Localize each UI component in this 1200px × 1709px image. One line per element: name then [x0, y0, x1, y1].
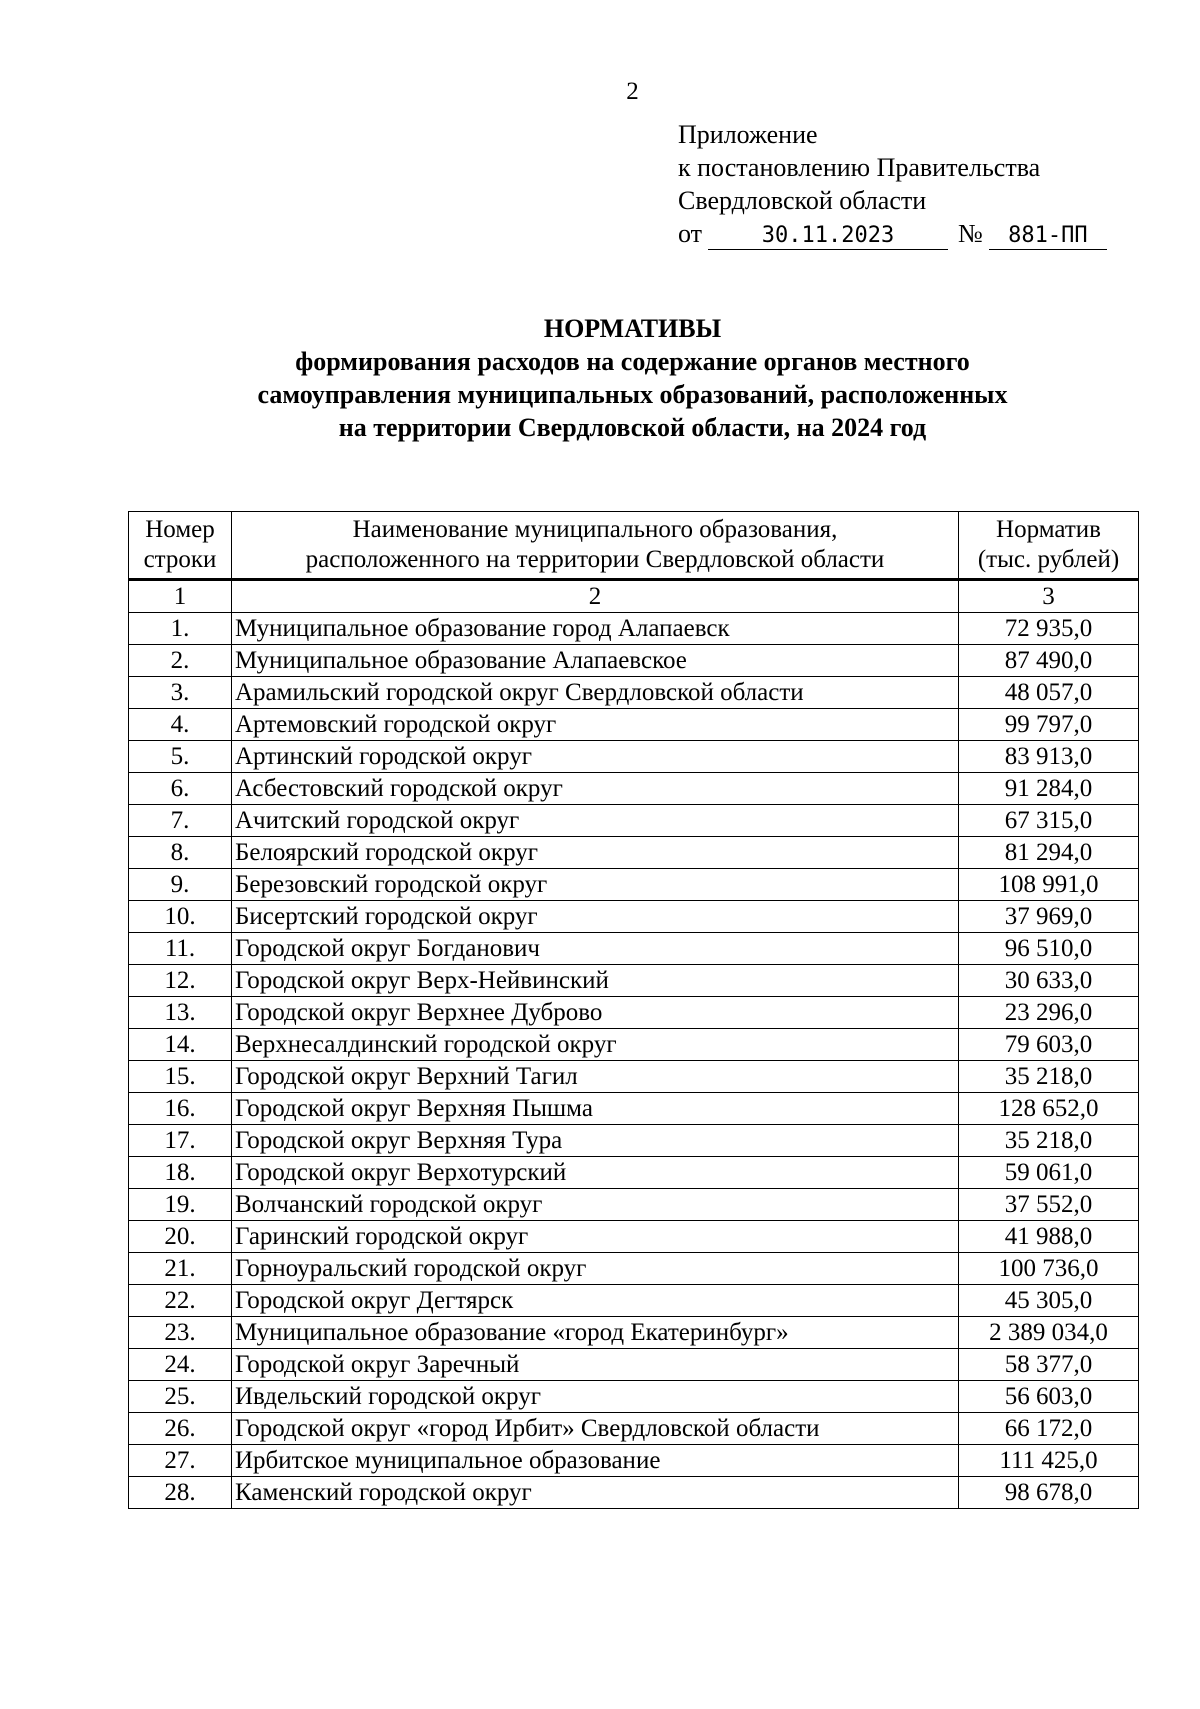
norms-table-container	[128, 511, 1138, 1509]
column-index-row	[129, 580, 1139, 613]
row-number: 3.	[129, 677, 232, 709]
municipality-name: Муниципальное образование «город Екатеринбург»	[232, 1317, 959, 1349]
municipality-name: Бисертский городской округ	[232, 901, 959, 933]
row-number: 24.	[129, 1349, 232, 1381]
municipality-name: Городской округ Богданович	[232, 933, 959, 965]
table-row	[129, 1125, 1139, 1157]
table-row	[129, 901, 1139, 933]
municipality-name: Муниципальное образование Алапаевское	[232, 645, 959, 677]
norm-value: 41 988,0	[959, 1221, 1139, 1253]
row-number: 17.	[129, 1125, 232, 1157]
norm-value: 83 913,0	[959, 741, 1139, 773]
norm-value: 56 603,0	[959, 1381, 1139, 1413]
municipality-name: Городской округ Верхний Тагил	[232, 1061, 959, 1093]
norm-value: 35 218,0	[959, 1125, 1139, 1157]
row-number: 21.	[129, 1253, 232, 1285]
row-number: 23.	[129, 1317, 232, 1349]
norm-value: 59 061,0	[959, 1157, 1139, 1189]
norm-value: 91 284,0	[959, 773, 1139, 805]
row-number: 18.	[129, 1157, 232, 1189]
municipality-name: Городской округ Заречный	[232, 1349, 959, 1381]
norm-value: 100 736,0	[959, 1253, 1139, 1285]
norm-value: 108 991,0	[959, 869, 1139, 901]
table-row	[129, 773, 1139, 805]
row-number: 15.	[129, 1061, 232, 1093]
municipality-name: Березовский городской округ	[232, 869, 959, 901]
header-norm-value	[959, 512, 1139, 580]
municipality-name: Арамильский городской округ Свердловской области	[232, 677, 959, 709]
date-prefix: от	[678, 219, 703, 248]
title-line-1: формирования расходов на содержание органов местного	[295, 347, 970, 376]
table-row	[129, 933, 1139, 965]
column-index-1: 1	[129, 580, 232, 613]
title-heading: НОРМАТИВЫ	[543, 314, 722, 343]
norm-value: 128 652,0	[959, 1093, 1139, 1125]
row-number: 26.	[129, 1413, 232, 1445]
header-row-number-line1: Номер	[145, 516, 215, 543]
row-number: 20.	[129, 1221, 232, 1253]
norm-value: 72 935,0	[959, 613, 1139, 645]
norm-value: 2 389 034,0	[959, 1317, 1139, 1349]
norms-table	[128, 511, 1139, 1509]
decree-number: 881-ПП	[989, 224, 1107, 250]
norm-value: 58 377,0	[959, 1349, 1139, 1381]
row-number: 10.	[129, 901, 232, 933]
header-municipality-name	[232, 512, 959, 580]
row-number: 7.	[129, 805, 232, 837]
table-row	[129, 1221, 1139, 1253]
norm-value: 35 218,0	[959, 1061, 1139, 1093]
municipality-name: Горноуральский городской округ	[232, 1253, 959, 1285]
table-row	[129, 613, 1139, 645]
row-number: 14.	[129, 1029, 232, 1061]
municipality-name: Городской округ Верхняя Пышма	[232, 1093, 959, 1125]
table-row	[129, 709, 1139, 741]
table-row	[129, 741, 1139, 773]
municipality-name: Городской округ Верхняя Тура	[232, 1125, 959, 1157]
column-index-3: 3	[959, 580, 1139, 613]
row-number: 9.	[129, 869, 232, 901]
row-number: 1.	[129, 613, 232, 645]
row-number: 16.	[129, 1093, 232, 1125]
header-municipality-line1: Наименование муниципального образования,	[352, 516, 838, 543]
municipality-name: Каменский городской округ	[232, 1477, 959, 1509]
table-row	[129, 1349, 1139, 1381]
row-number: 6.	[129, 773, 232, 805]
row-number: 13.	[129, 997, 232, 1029]
appendix-decree-line: к постановлению Правительства	[678, 153, 1041, 182]
row-number: 8.	[129, 837, 232, 869]
title-line-3: на территории Свердловской области, на 2024 год	[338, 413, 927, 442]
header-norm-line2: (тыс. рублей)	[977, 546, 1120, 573]
table-row	[129, 677, 1139, 709]
table-row	[129, 1157, 1139, 1189]
column-index-2: 2	[232, 580, 959, 613]
decree-date-number-row	[678, 217, 1107, 250]
title-line-2: самоуправления муниципальных образований, расположенных	[257, 380, 1008, 409]
appendix-title: Приложение	[678, 120, 818, 149]
row-number: 22.	[129, 1285, 232, 1317]
table-row	[129, 1477, 1139, 1509]
municipality-name: Артемовский городской округ	[232, 709, 959, 741]
norm-value: 23 296,0	[959, 997, 1139, 1029]
page-number: 2	[626, 78, 639, 105]
table-row	[129, 1413, 1139, 1445]
table-row	[129, 1285, 1139, 1317]
table-row	[129, 1189, 1139, 1221]
row-number: 27.	[129, 1445, 232, 1477]
table-row	[129, 1253, 1139, 1285]
municipality-name: Верхнесалдинский городской округ	[232, 1029, 959, 1061]
norm-value: 98 678,0	[959, 1477, 1139, 1509]
appendix-block	[678, 118, 1107, 250]
row-number: 12.	[129, 965, 232, 997]
row-number: 4.	[129, 709, 232, 741]
table-row	[129, 965, 1139, 997]
document-title	[130, 312, 1135, 444]
table-body	[129, 613, 1139, 1509]
norm-value: 37 969,0	[959, 901, 1139, 933]
number-sign: №	[958, 219, 983, 248]
norm-value: 66 172,0	[959, 1413, 1139, 1445]
appendix-region-line: Свердловской области	[678, 186, 927, 215]
table-row	[129, 1093, 1139, 1125]
municipality-name: Городской округ Верх-Нейвинский	[232, 965, 959, 997]
table-row	[129, 1317, 1139, 1349]
municipality-name: Городской округ Дегтярск	[232, 1285, 959, 1317]
header-row-number-line2: строки	[143, 546, 217, 573]
norm-value: 87 490,0	[959, 645, 1139, 677]
row-number: 5.	[129, 741, 232, 773]
municipality-name: Гаринский городской округ	[232, 1221, 959, 1253]
municipality-name: Городской округ Верхотурский	[232, 1157, 959, 1189]
table-row	[129, 837, 1139, 869]
norm-value: 30 633,0	[959, 965, 1139, 997]
norm-value: 96 510,0	[959, 933, 1139, 965]
municipality-name: Ирбитское муниципальное образование	[232, 1445, 959, 1477]
header-municipality-line2: расположенного на территории Свердловской области	[305, 546, 885, 573]
municipality-name: Артинский городской округ	[232, 741, 959, 773]
norm-value: 67 315,0	[959, 805, 1139, 837]
header-row-number	[129, 512, 232, 580]
table-header-row	[129, 512, 1139, 580]
municipality-name: Ивдельский городской округ	[232, 1381, 959, 1413]
table-row	[129, 869, 1139, 901]
table-row	[129, 1445, 1139, 1477]
municipality-name: Городской округ «город Ирбит» Свердловской области	[232, 1413, 959, 1445]
norm-value: 37 552,0	[959, 1189, 1139, 1221]
municipality-name: Ачитский городской округ	[232, 805, 959, 837]
norm-value: 45 305,0	[959, 1285, 1139, 1317]
table-row	[129, 805, 1139, 837]
norm-value: 99 797,0	[959, 709, 1139, 741]
municipality-name: Асбестовский городской округ	[232, 773, 959, 805]
row-number: 25.	[129, 1381, 232, 1413]
decree-date: 30.11.2023	[708, 224, 948, 250]
row-number: 19.	[129, 1189, 232, 1221]
norm-value: 81 294,0	[959, 837, 1139, 869]
norm-value: 79 603,0	[959, 1029, 1139, 1061]
table-row	[129, 1029, 1139, 1061]
municipality-name: Городской округ Верхнее Дуброво	[232, 997, 959, 1029]
municipality-name: Белоярский городской округ	[232, 837, 959, 869]
norm-value: 48 057,0	[959, 677, 1139, 709]
header-norm-line1: Норматив	[996, 516, 1101, 543]
municipality-name: Муниципальное образование город Алапаевск	[232, 613, 959, 645]
table-row	[129, 645, 1139, 677]
norm-value: 111 425,0	[959, 1445, 1139, 1477]
table-row	[129, 1381, 1139, 1413]
municipality-name: Волчанский городской округ	[232, 1189, 959, 1221]
row-number: 28.	[129, 1477, 232, 1509]
table-row	[129, 1061, 1139, 1093]
table-row	[129, 997, 1139, 1029]
row-number: 11.	[129, 933, 232, 965]
row-number: 2.	[129, 645, 232, 677]
